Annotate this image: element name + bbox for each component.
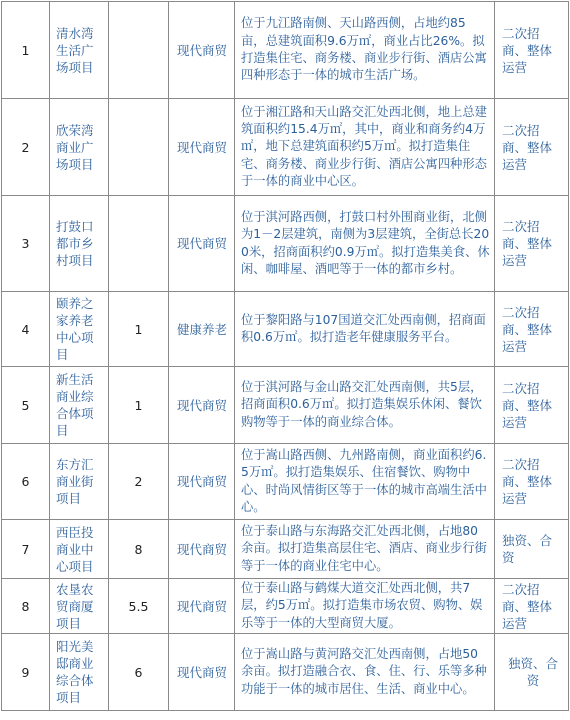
industry-type: 现代商贸 [169, 367, 235, 444]
row-number: 6 [2, 444, 50, 520]
cooperation-mode: 二次招商、整体运营 [495, 367, 569, 444]
row-number: 2 [2, 99, 50, 196]
investment [109, 196, 169, 292]
table-row [2, 520, 569, 579]
project-description: 位于淇河路与金山路交汇处西南侧，共5层，招商面积0.6万㎡。拟打造集娱乐休闲、餐饮购物等于一体的商业综合体。 [235, 367, 495, 444]
project-description: 位于泰山路与东海路交汇处西北侧，占地80余亩。拟打造集高层住宅、酒店、商业步行街等于一体的商业住宅中心。 [235, 520, 495, 579]
projects-table [1, 1, 569, 711]
industry-type: 现代商贸 [169, 520, 235, 579]
industry-type: 健康养老 [169, 292, 235, 367]
cooperation-mode: 二次招商、整体运营 [495, 579, 569, 634]
row-number: 7 [2, 520, 50, 579]
investment: 8 [109, 520, 169, 579]
row-number: 9 [2, 634, 50, 711]
row-number: 4 [2, 292, 50, 367]
project-description: 位于黎阳路与107国道交汇处西南侧，招商面积0.6万㎡。拟打造老年健康服务平台。 [235, 292, 495, 367]
investment: 1 [109, 292, 169, 367]
industry-type: 现代商贸 [169, 196, 235, 292]
row-number: 5 [2, 367, 50, 444]
project-name: 农垦农贸商厦项目 [50, 579, 109, 634]
project-name: 颐养之家养老中心项目 [50, 292, 109, 367]
industry-type: 现代商贸 [169, 634, 235, 711]
table-row [2, 634, 569, 711]
project-description: 位于泰山路与鹤煤大道交汇处西北侧，共7层，约5万㎡。拟打造集市场农贸、购物、娱乐等于一体的大型商贸大厦。 [235, 579, 495, 634]
investment: 1 [109, 367, 169, 444]
table-row [2, 99, 569, 196]
investment: 6 [109, 634, 169, 711]
project-name: 打鼓口都市乡村项目 [50, 196, 109, 292]
project-description: 位于嵩山路西侧、九州路南侧，商业面积约6.5万㎡。拟打造集娱乐、住宿餐饮、购物中心、时尚风情街区等于一体的城市高端生活中心。 [235, 444, 495, 520]
project-name: 清水湾生活广场项目 [50, 2, 109, 99]
table-row [2, 579, 569, 634]
cooperation-mode: 二次招商、整体运营 [495, 2, 569, 99]
table-row [2, 367, 569, 444]
industry-type: 现代商贸 [169, 99, 235, 196]
investment [109, 2, 169, 99]
investment [109, 99, 169, 196]
cooperation-mode: 独资、合资 [495, 634, 569, 711]
cooperation-mode: 二次招商、整体运营 [495, 99, 569, 196]
row-number: 1 [2, 2, 50, 99]
row-number: 8 [2, 579, 50, 634]
table-body [2, 2, 569, 711]
project-description: 位于淇河路西侧，打鼓口村外围商业街，北侧为1－2层建筑，南侧为3层建筑，全街总长200米，招商面积约0.9万㎡。拟打造集美食、休闲、咖啡屋、酒吧等于一体的都市乡村。 [235, 196, 495, 292]
investment: 5.5 [109, 579, 169, 634]
project-name: 阳光美邸商业综合体项目 [50, 634, 109, 711]
cooperation-mode: 独资、合资 [495, 520, 569, 579]
industry-type: 现代商贸 [169, 444, 235, 520]
cooperation-mode: 二次招商、整体运营 [495, 444, 569, 520]
cooperation-mode: 二次招商、整体运营 [495, 196, 569, 292]
row-number: 3 [2, 196, 50, 292]
project-name: 东方汇商业街项目 [50, 444, 109, 520]
project-name: 西臣投商业中心项目 [50, 520, 109, 579]
project-name: 欣荣湾商业广场项目 [50, 99, 109, 196]
project-description: 位于九江路南侧、天山路西侧，占地约85亩，总建筑面积9.6万㎡，商业占比26%。拟打造集住宅、商务楼、商业步行街、酒店公寓四种形态于一体的城市生活广场。 [235, 2, 495, 99]
table-row [2, 196, 569, 292]
investment: 2 [109, 444, 169, 520]
table-row [2, 444, 569, 520]
industry-type: 现代商贸 [169, 2, 235, 99]
project-name: 新生活商业综合体项目 [50, 367, 109, 444]
industry-type: 现代商贸 [169, 579, 235, 634]
table-row [2, 2, 569, 99]
project-description: 位于湘江路和天山路交汇处西北侧，地上总建筑面积约15.4万㎡，其中，商业和商务约4万㎡，地下总建筑面积约5万㎡。拟打造集住宅、商务楼、商业步行街、酒店公寓四种形态于一体的商业中心区。 [235, 99, 495, 196]
cooperation-mode: 二次招商、整体运营 [495, 292, 569, 367]
table-row [2, 292, 569, 367]
project-description: 位于嵩山路与黄河路交汇处西南侧，占地50余亩。拟打造融合衣、食、住、行、乐等多种功能于一体的城市居住、生活、商业中心。 [235, 634, 495, 711]
